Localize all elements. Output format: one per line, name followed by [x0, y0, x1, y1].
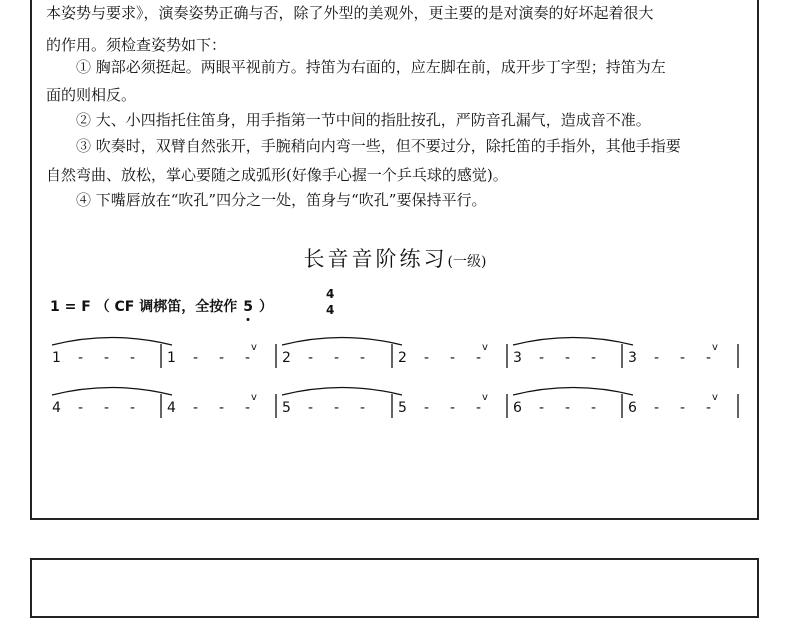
dash-mark: - — [130, 400, 136, 416]
dash-mark: - — [130, 350, 136, 366]
breath-mark: v — [482, 342, 488, 353]
slur-arc — [513, 388, 633, 396]
dash-mark: - — [424, 350, 430, 366]
dash-mark: - — [245, 350, 251, 366]
dash-mark: - — [78, 350, 84, 366]
note: 3 — [628, 350, 637, 366]
dash-mark: - — [476, 400, 482, 416]
paragraph-line: 面的则相反。 — [46, 86, 137, 104]
breath-mark: v — [251, 392, 257, 403]
key-prefix: 1 = F （ CF 调梆笛，全按作 — [50, 299, 238, 315]
slur-arc — [52, 338, 172, 346]
breath-mark: v — [712, 392, 718, 403]
note: 1 — [167, 350, 176, 366]
jianpu-score — [0, 330, 790, 440]
dash-mark: - — [565, 400, 571, 416]
time-sig-bottom: 4 — [326, 303, 335, 317]
note: 1 — [52, 350, 61, 366]
exercise-level: (一级) — [447, 254, 487, 270]
paragraph-line: ③ 吹奏时，双臂自然张开，手腕稍向内弯一些，但不要过分，除托笛的手指外，其他手指要 — [76, 137, 681, 155]
paragraph-line: 本姿势与要求》，演奏姿势正确与否，除了外型的美观外，更主要的是对演奏的好坏起着很大 — [46, 4, 654, 22]
paragraph-line: ① 胸部必须挺起。两眼平视前方。持笛为右面的，应左脚在前，成开步丁字型；持笛为左 — [76, 58, 666, 76]
slur-arc — [513, 338, 633, 346]
time-sig-top: 4 — [326, 287, 335, 301]
breath-mark: v — [712, 342, 718, 353]
note: 6 — [513, 400, 522, 416]
note: 2 — [282, 350, 291, 366]
dash-mark: - — [591, 350, 597, 366]
dash-mark: - — [308, 350, 314, 366]
slur-arc — [282, 338, 402, 346]
dash-mark: - — [424, 400, 430, 416]
paragraph-line: 自然弯曲、放松，掌心要随之成弧形(好像手心握一个乒乓球的感觉)。 — [46, 166, 508, 184]
dash-mark: - — [193, 350, 199, 366]
dash-mark: - — [680, 350, 686, 366]
dash-mark: - — [245, 400, 251, 416]
dash-mark: - — [654, 400, 660, 416]
dash-mark: - — [539, 400, 545, 416]
paragraph-line: ④ 下嘴唇放在“吹孔”四分之一处，笛身与“吹孔”要保持平行。 — [76, 191, 487, 209]
paragraph-line: ② 大、小四指托住笛身，用手指第一节中间的指肚按孔，严防音孔漏气，造成音不准。 — [76, 111, 651, 129]
key-suffix: ） — [259, 299, 273, 315]
paragraph-line: 的作用。须检查姿势如下： — [46, 36, 227, 54]
key-note: 5 — [243, 299, 253, 315]
note: 4 — [52, 400, 61, 416]
dash-mark: - — [193, 400, 199, 416]
dash-mark: - — [680, 400, 686, 416]
dash-mark: - — [360, 350, 366, 366]
dash-mark: - — [450, 350, 456, 366]
dash-mark: - — [104, 350, 110, 366]
dash-mark: - — [565, 350, 571, 366]
time-signature — [326, 286, 334, 318]
dash-mark: - — [104, 400, 110, 416]
dash-mark: - — [78, 400, 84, 416]
breath-mark: v — [482, 392, 488, 403]
dash-mark: - — [219, 350, 225, 366]
exercise-title-text: 长音音阶练习 — [303, 247, 448, 271]
dash-mark: - — [334, 350, 340, 366]
dash-mark: - — [450, 400, 456, 416]
key-signature — [50, 296, 273, 316]
breath-mark: v — [251, 342, 257, 353]
dash-mark: - — [334, 400, 340, 416]
slur-arc — [52, 388, 172, 396]
dash-mark: - — [706, 400, 712, 416]
dash-mark: - — [539, 350, 545, 366]
dash-mark: - — [476, 350, 482, 366]
dash-mark: - — [219, 400, 225, 416]
dash-mark: - — [706, 350, 712, 366]
note: 5 — [282, 400, 291, 416]
dash-mark: - — [308, 400, 314, 416]
note: 3 — [513, 350, 522, 366]
note: 6 — [628, 400, 637, 416]
slur-arc — [282, 388, 402, 396]
exercise-title — [0, 243, 790, 273]
dash-mark: - — [654, 350, 660, 366]
dash-mark: - — [360, 400, 366, 416]
note: 5 — [398, 400, 407, 416]
note: 2 — [398, 350, 407, 366]
note: 4 — [167, 400, 176, 416]
dash-mark: - — [591, 400, 597, 416]
next-page-frame — [30, 558, 759, 618]
